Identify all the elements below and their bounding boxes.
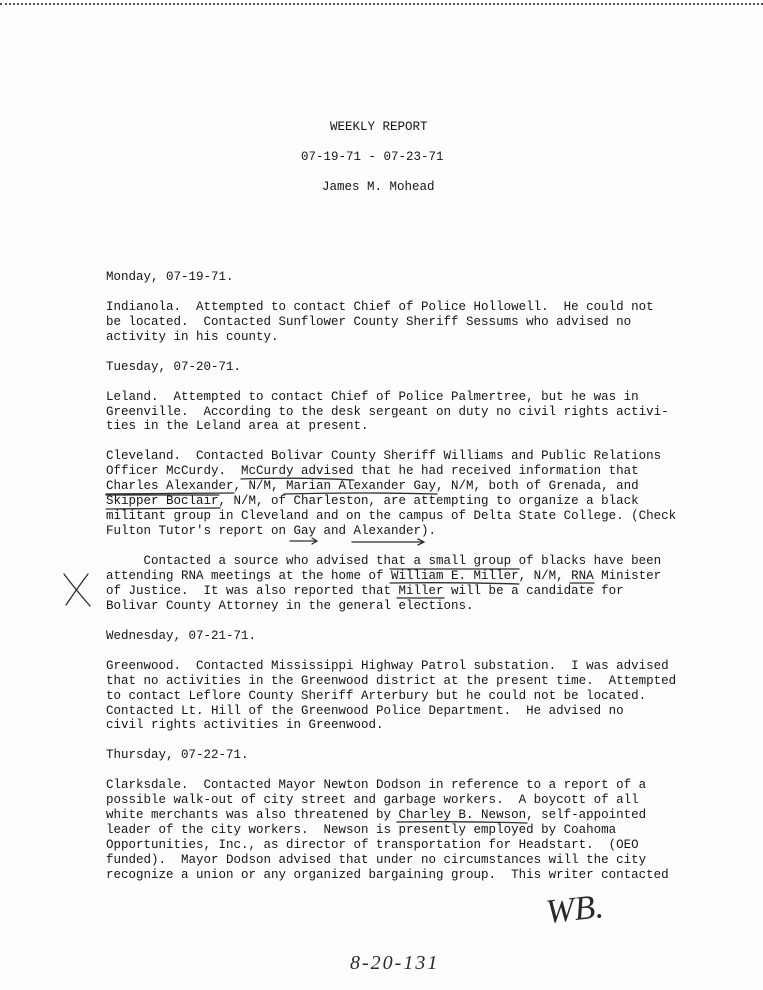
paragraph-greenwood: Greenwood. Contacted Mississippi Highway Patrol substation. I was advised that no activities in the Greenwood district at the present time. Attempted to contact Leflore County Sheriff Arterbury but he could not be located. Contacted Lt. Hill of the Greenwood Police Department. He advised no civil rights activities in Greenwood. [106,658,677,733]
handwritten-initials: WB. [544,888,606,931]
day-heading-monday: Monday, 07-19-71. [106,270,234,284]
day-heading-thursday: Thursday, 07-22-71. [106,748,249,763]
margin-x-mark [64,574,90,606]
day-heading-tuesday: Tuesday, 07-20-71. [106,359,242,374]
day-heading-wednesday: Wednesday, 07-21-71. [106,628,257,643]
report-author: James M. Mohead [322,179,435,194]
report-title: WEEKLY REPORT [330,119,428,134]
paragraph-source-report: Contacted a source who advised that a small group of blacks have been attending RNA meetings at the home of William E. Miller, N/M, RNA Minister of Justice. It was also reported that Miller will be a candidate for Bolivar County Attorney in the general elections. [106,554,662,613]
handwritten-file-number: 8-20-131 [350,952,440,974]
paragraph-indianola: Indianola. Attempted to contact Chief of Police Hollowell. He could not be located. Contacted Sunflower County Sheriff Sessums who advised no activity in his county. [106,299,654,344]
report-body [106,270,746,883]
paragraph-cleveland: Cleveland. Contacted Bolivar County Sheriff Williams and Public Relations Officer McCurdy. McCurdy advised that he had received information that Charles Alexander, N/M, Marian Alexander Gay, N/M, both of Grenada, and Skipper Boclair, N/M, of Charleston, are attempting to organize a black militant group in Cleveland and on the campus of Delta State College. (Check Fulton Tutor's report on Gay and Alexander). [106,449,677,539]
report-period: 07-19-71 - 07-23-71 [301,149,444,164]
paragraph-clarksdale: Clarksdale. Contacted Mayor Newton Dodson in reference to a report of a possible walk-out of city street and garbage workers. A boycott of all white merchants was also threatened by Charley B. Newson, self-appointed leader of the city workers. Newson is presently employed by Coahoma Opportunities, Inc., as director of transportation for Headstart. (OEO funded). Mayor Dodson advised that under no circumstances will the city recognize a union or any organized bargaining group. This writer contacted [106,778,669,882]
perforated-top-edge [0,3,763,5]
paragraph-leland: Leland. Attempted to contact Chief of Police Palmertree, but he was in Greenville. According to the desk sergeant on duty no civil rights activi- ties in the Leland area at present. [106,389,669,434]
